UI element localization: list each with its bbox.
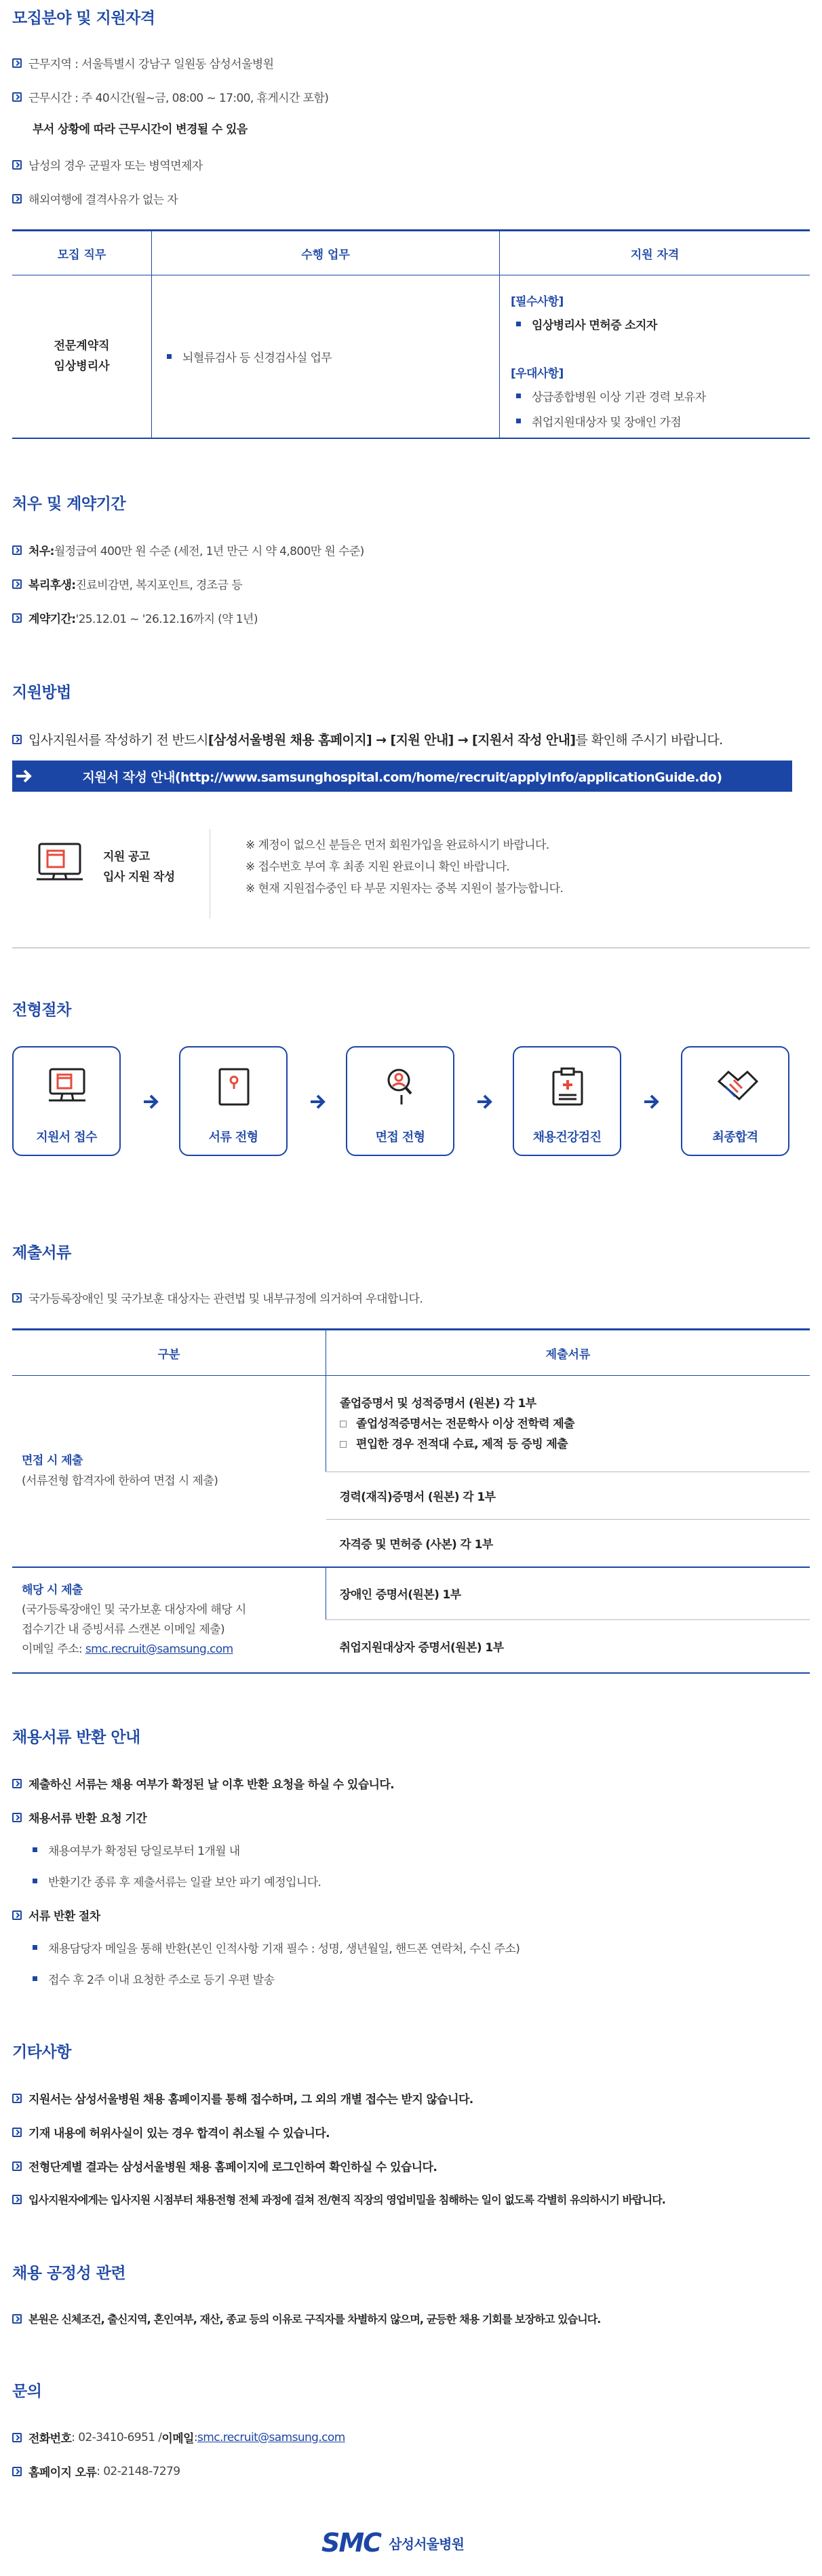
th-documents: 제출서류 <box>326 1330 810 1376</box>
qualification-cell: [필수사항] 임상병리사 면허증 소지자 [우대사항] 상급종합병원 이상 기관 경력 보유자 취업지원대상자 및 장애인 가점 <box>500 275 810 438</box>
disability-docs-cell: 장애인 증명서(원본) 1부 <box>326 1567 810 1620</box>
th-duty: 수행 업무 <box>152 231 500 275</box>
bullet-return-period: 채용서류 반환 요청 기간 <box>12 1809 146 1826</box>
interview-group-cell: 면접 시 제출 (서류전형 합격자에 한하여 면접 시 제출) <box>12 1376 326 1567</box>
square-bullet-icon <box>516 419 521 423</box>
step-interview: 면접 전형 <box>346 1046 454 1156</box>
apply-box-label: 지원 공고 입사 지원 작성 <box>103 850 175 884</box>
bullet-salary: 처우: 월정급여 400만 원 수준 (세전, 1년 만근 시 약 4,800만 원 수준) <box>12 541 364 558</box>
square-bullet-icon <box>33 1879 37 1883</box>
application-form-icon <box>34 840 85 887</box>
check-box-icon <box>12 2094 22 2103</box>
check-box-icon <box>12 1813 22 1822</box>
check-box-icon <box>12 579 22 589</box>
bullet-contact-phone-email: 전화번호 : 02-3410-6951 / 이메일 : smc.recruit@samsung.com <box>12 2429 345 2446</box>
check-box-icon <box>12 2314 22 2324</box>
square-bullet-icon <box>33 1945 37 1950</box>
monitor-form-icon <box>47 1066 87 1104</box>
th-category: 구분 <box>12 1330 326 1376</box>
square-bullet-icon <box>167 354 172 359</box>
bullet-other-3: 전형단계별 결과는 삼성서울병원 채용 홈페이지에 로그인하여 확인하실 수 있습니다. <box>12 2157 437 2174</box>
check-box-icon <box>12 2161 22 2171</box>
application-guide-link[interactable]: 지원서 작성 안내(http://www.samsunghospital.com/home/recruit/applyInfo/applicationGuide.do) <box>12 761 792 792</box>
if-applicable-group-cell: 해당 시 제출 (국가등록장애인 및 국가보훈 대상자에 해당 시 접수기간 내 증빙서류 스캔본 이메일 제출) 이메일 주소: smc.recruit@samsung.com <box>22 1583 246 1656</box>
bullet-fairness: 본원은 신체조건, 출신지역, 혼인여부, 재산, 종교 등의 이유로 구직자를 차별하지 않으며, 균등한 채용 기회를 보장하고 있습니다. <box>12 2311 600 2326</box>
section-title-contact: 문의 <box>12 2383 42 2400</box>
bullet-other-4: 입사지원자에게는 입사지원 시점부터 채용전형 전체 과정에 걸쳐 전/현직 직장의 영업비밀을 침해하는 일이 없도록 각별히 유의하시기 바랍니다. <box>12 2191 665 2207</box>
envelope-document-icon <box>214 1066 254 1107</box>
medical-clipboard-icon <box>548 1066 587 1107</box>
recruit-email-link[interactable]: smc.recruit@samsung.com <box>85 1642 233 1656</box>
handshake-icon <box>716 1066 760 1104</box>
job-cell: 전문계약직 임상병리사 <box>54 339 110 374</box>
bullet-welfare: 복리후생: 진료비감면, 복지포인트, 경조금 등 <box>12 575 242 592</box>
check-box-icon <box>12 92 22 102</box>
return-procedure-sub-1: 채용담당자 메일을 통해 반환(본인 인적사항 기재 필수 : 성명, 생년월일, 핸드폰 연락처, 수신 주소) <box>33 1939 520 1956</box>
step-health-check: 채용건강검진 <box>513 1046 621 1156</box>
arrow-right-icon <box>475 1092 494 1111</box>
recruit-table <box>12 229 810 439</box>
check-box-icon <box>12 1293 22 1303</box>
arrow-right-icon <box>308 1092 327 1111</box>
section-divider <box>12 947 810 948</box>
graduation-docs-cell: 졸업증명서 및 성적증명서 (원본) 각 1부 졸업성적증명서는 전문학사 이상 전학력 제출 편입한 경우 전적대 수료, 제적 등 증빙 제출 <box>326 1376 810 1472</box>
magnifier-person-icon <box>381 1066 420 1107</box>
section-title-others: 기타사항 <box>12 2043 71 2061</box>
contact-email-link[interactable]: smc.recruit@samsung.com <box>197 2430 345 2444</box>
apply-notes: ※ 계정이 없으신 분들은 먼저 회원가입을 완료하시기 바랍니다. ※ 접수번호 부여 후 최종 지원 완료이니 확인 바랍니다. ※ 현재 지원접수중인 타 부문 지원자는 중복 지원이 불가능합니다. <box>246 839 564 896</box>
apply-instruction: 입사지원서를 작성하기 전 반드시 [삼성서울병원 채용 홈페이지] → [지원 안내] → [지원서 작성 안내] 를 확인해 주시기 바랍니다. <box>12 730 723 748</box>
bullet-travel: 해외여행에 결격사유가 없는 자 <box>12 190 178 207</box>
th-job: 모집 직무 <box>12 231 152 275</box>
bullet-contract: 계약기간: '25.12.01 ~ '26.12.16까지 (약 1년) <box>12 609 258 626</box>
bullet-military: 남성의 경우 군필자 또는 병역면제자 <box>12 156 203 173</box>
career-docs-cell: 경력(재직)증명서 (원본) 각 1부 <box>326 1472 810 1520</box>
duty-cell: 뇌혈류검사 등 신경검사실 업무 <box>152 275 500 438</box>
section-title-recruit-field: 모집분야 및 지원자격 <box>12 9 155 27</box>
bullet-return-procedure: 서류 반환 절차 <box>12 1906 100 1923</box>
check-box-icon <box>12 194 22 204</box>
reference-mark-icon <box>340 1421 347 1427</box>
check-box-icon <box>12 2467 22 2476</box>
square-bullet-icon <box>516 322 521 326</box>
reference-mark-icon <box>340 1441 347 1448</box>
bullet-work-hours: 근무시간 : 주 40시간(월~금, 08:00 ~ 17:00, 휴게시간 포함) <box>12 88 328 105</box>
smc-logo: SMC <box>321 2528 381 2558</box>
bullet-other-1: 지원서는 삼성서울병원 채용 홈페이지를 통해 접수하며, 그 외의 개별 접수는 받지 않습니다. <box>12 2090 473 2107</box>
check-box-icon <box>12 2433 22 2442</box>
arrow-right-icon <box>141 1092 160 1111</box>
section-title-fairness: 채용 공정성 관련 <box>12 2265 126 2282</box>
license-docs-cell: 자격증 및 면허증 (사본) 각 1부 <box>326 1520 810 1567</box>
bullet-other-2: 기재 내용에 허위사실이 있는 경우 합격이 취소될 수 있습니다. <box>12 2123 330 2140</box>
footer-logo <box>321 2528 464 2558</box>
step-final-pass: 최종합격 <box>681 1046 789 1156</box>
step-document-screening: 서류 전형 <box>179 1046 288 1156</box>
bullet-contact-homepage: 홈페이지 오류 : 02-2148-7279 <box>12 2463 180 2480</box>
arrow-right-icon <box>642 1092 661 1111</box>
employment-support-docs-cell: 취업지원대상자 증명서(원본) 1부 <box>339 1640 504 1655</box>
section-title-how-to-apply: 지원방법 <box>12 684 71 701</box>
hospital-name: 삼성서울병원 <box>389 2535 465 2552</box>
square-bullet-icon <box>33 1847 37 1852</box>
section-title-benefits: 처우 및 계약기간 <box>12 495 126 513</box>
return-procedure-sub-2: 접수 후 2주 이내 요청한 주소로 등기 우편 발송 <box>33 1970 274 1987</box>
section-title-documents: 제출서류 <box>12 1244 71 1262</box>
check-box-icon <box>12 2128 22 2137</box>
documents-table <box>12 1328 810 1674</box>
check-box-icon <box>12 1779 22 1788</box>
bullet-preference: 국가등록장애인 및 국가보훈 대상자는 관련법 및 내부규정에 의거하여 우대합니다. <box>12 1289 423 1306</box>
check-box-icon <box>12 545 22 555</box>
bullet-return-request: 제출하신 서류는 채용 여부가 확정된 날 이후 반환 요청을 하실 수 있습니다. <box>12 1775 394 1792</box>
check-box-icon <box>12 735 22 744</box>
check-box-icon <box>12 2195 22 2204</box>
th-qualification: 지원 자격 <box>500 231 810 275</box>
check-box-icon <box>12 613 22 623</box>
work-hours-note: 부서 상황에 따라 근무시간이 변경될 수 있음 <box>33 123 248 136</box>
section-title-process: 전형절차 <box>12 1001 71 1019</box>
check-box-icon <box>12 58 22 68</box>
section-title-document-return: 채용서류 반환 안내 <box>12 1729 140 1746</box>
square-bullet-icon <box>33 1976 37 1981</box>
check-box-icon <box>12 1910 22 1920</box>
square-bullet-icon <box>516 393 521 398</box>
step-application: 지원서 접수 <box>12 1046 121 1156</box>
check-box-icon <box>12 160 22 170</box>
arrow-right-icon <box>12 761 37 792</box>
return-period-sub-2: 반환기간 종류 후 제출서류는 일괄 보안 파기 예정입니다. <box>33 1872 321 1889</box>
bullet-work-location: 근무지역 : 서울특별시 강남구 일원동 삼성서울병원 <box>12 54 273 71</box>
return-period-sub-1: 채용여부가 확정된 당일로부터 1개월 내 <box>33 1841 240 1858</box>
